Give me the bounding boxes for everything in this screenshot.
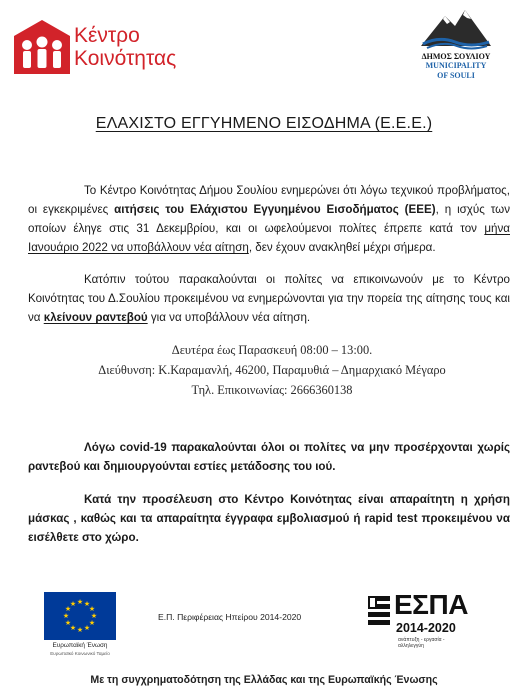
program-label: Ε.Π. Περιφέρειας Ηπείρου 2014-2020	[158, 612, 302, 622]
opening-hours: Δευτέρα έως Παρασκευή 08:00 – 13:00.	[171, 343, 373, 357]
community-people-icon	[14, 18, 70, 74]
logo-line-2: Κοινότητας	[74, 47, 177, 70]
svg-text:★: ★	[69, 600, 77, 608]
contact-paragraph	[28, 270, 510, 327]
address: Διεύθυνση: Κ.Καραμανλή, 46200, Παραμυθιά – Δημαρχιακό Μέγαρο	[98, 363, 446, 377]
espa-years: 2014-2020	[396, 621, 456, 635]
contact-text-2: για να υποβάλλουν νέα αίτηση.	[147, 311, 311, 324]
svg-text:★: ★	[62, 612, 70, 620]
svg-text:★: ★	[83, 624, 91, 632]
contact-text-1: Κατόπιν τούτου παρακαλούνται οι πολίτες να επικοινωνούν με το Κέντρο Κοινότητας του Δ.Σουλίου προκειμένου να ενημερώνονται για την πορεία της αίτησης τους και να	[28, 273, 510, 324]
intro-paragraph	[28, 181, 510, 257]
intro-text-1: Το Κέντρο Κοινότητας Δήμου Σουλίου ενημερώνει ότι λόγω τεχνικού προβλήματος, οι εγκεκριμένες	[28, 184, 510, 216]
intro-text-2: , η ισχύς των οποίων έληγε στις 31 Δεκεμβρίου, και οι ωφελούμενοι πολίτες έπρεπε κατά τον	[28, 203, 510, 235]
eu-stars-icon	[44, 592, 116, 640]
eu-logo	[44, 592, 116, 658]
mask-notice: Κατά την προσέλευση στο Κέντρο Κοινότητας είναι απαραίτητη η χρήση μάσκας , καθώς και τα απαραίτητα έγγραφα εμβολιασμού ή rapid test προκειμένου να εισέλθετε στο χώρο.	[28, 493, 510, 544]
eu-caption	[44, 642, 116, 658]
svg-text:★: ★	[64, 605, 72, 613]
svg-text:★: ★	[76, 626, 84, 634]
svg-text:★: ★	[88, 619, 96, 627]
svg-text:★: ★	[88, 605, 96, 613]
municipality-logo	[406, 6, 506, 96]
espa-stripes-icon	[366, 594, 392, 630]
intro-underlined-text: μήνα Ιανουάριο 2022 να υποβάλλουν νέα αίτηση	[28, 222, 510, 254]
appointment-text: κλείνουν ραντεβού	[43, 311, 148, 324]
espa-logo	[366, 590, 466, 650]
municipality-name-en-1: MUNICIPALITY	[425, 61, 487, 70]
covid-notice: Λόγω covid-19 παρακαλούνται όλοι οι πολίτες να μην προσέρχονται χωρίς ραντεβού και δημιουργούνται εστίες μετάδοσης του ιού.	[28, 441, 510, 473]
svg-text:★: ★	[90, 612, 98, 620]
page-title-text: ΕΛΑΧΙΣΤΟ ΕΓΓΥΗΜΕΝΟ ΕΙΣΟΔΗΜΑ (Ε.Ε.Ε.)	[95, 115, 433, 132]
kentro-koinotitas-logo	[14, 16, 204, 78]
funding-footer	[0, 588, 528, 693]
intro-bold-text: αιτήσεις του Ελάχιστου Εγγυημένου Εισοδήματος (ΕΕΕ)	[114, 203, 436, 216]
intro-text-3: , δεν έχουν ανακληθεί μέχρι σήμερα.	[248, 241, 436, 254]
logo-text	[74, 24, 176, 70]
municipality-name-gr: ΔΗΜΟΣ ΣΟΥΛΙΟΥ	[421, 52, 491, 61]
cofinancing-line: Με τη συγχρηματοδότηση της Ελλάδας και της Ευρωπαϊκής Ένωσης	[90, 674, 438, 686]
svg-text:★: ★	[69, 624, 77, 632]
logo-line-1: Κέντρο	[74, 24, 140, 47]
eu-caption-sub: Ευρωπαϊκό Κοινωνικό Ταμείο	[50, 651, 110, 656]
contact-details	[0, 340, 528, 400]
svg-text:★: ★	[64, 619, 72, 627]
mountain-icon	[419, 6, 493, 50]
phone-number: Τηλ. Επικοινωνίας: 2666360138	[191, 383, 353, 397]
eu-flag-icon	[44, 592, 116, 640]
espa-word: ΕΣΠΑ	[394, 589, 468, 620]
page-title	[0, 115, 528, 133]
svg-text:★: ★	[83, 600, 91, 608]
municipality-name-en-2: OF SOULI	[437, 71, 475, 80]
svg-text:★: ★	[76, 598, 84, 606]
espa-slogan: ανάπτυξη - εργασία - αλληλεγγύη	[398, 637, 445, 649]
eu-caption-main: Ευρωπαϊκή Ένωση	[52, 642, 108, 649]
